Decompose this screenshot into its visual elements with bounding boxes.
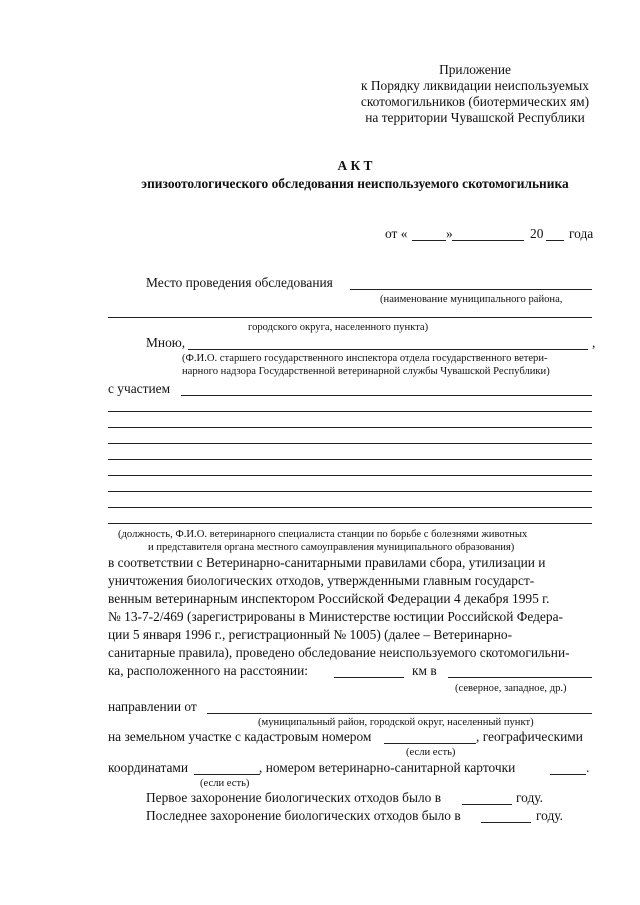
cadastre-field[interactable] — [384, 743, 476, 744]
participants-field-4[interactable] — [108, 443, 592, 444]
last-burial-text: Последнее захоронение биологических отходов было в — [146, 808, 461, 823]
participants-field-9[interactable] — [108, 523, 592, 524]
date-year-blank[interactable] — [546, 240, 564, 241]
first-burial-tail: году. — [516, 790, 543, 805]
direction-label: направлении от — [108, 699, 197, 714]
location-text: ка, расположенного на расстоянии: — [108, 663, 308, 678]
cadastre-label: на земельном участке с кадастровым номером — [108, 729, 372, 744]
document-title: А К Т — [337, 158, 373, 173]
participants-field-1[interactable] — [181, 395, 592, 396]
distance-field[interactable] — [334, 677, 404, 678]
direction-side-field[interactable] — [448, 677, 592, 678]
inspector-hint-1: (Ф.И.О. старшего государственного инспектора отдела государственного ветери- — [182, 353, 548, 364]
inspector-label: Мною, — [146, 335, 186, 350]
participants-field-7[interactable] — [108, 491, 592, 492]
participants-hint-2: и представителя органа местного самоуправления муниципального образования) — [148, 542, 515, 553]
participants-field-8[interactable] — [108, 507, 592, 508]
document-subtitle: эпизоотологического обследования неиспользуемого скотомогильника — [141, 176, 569, 191]
date-day-blank[interactable] — [412, 240, 446, 241]
place-field[interactable] — [350, 289, 592, 290]
inspector-field[interactable] — [188, 349, 588, 350]
date-prefix: от « — [385, 226, 408, 241]
direction-field[interactable] — [207, 713, 592, 714]
location-hint: (северное, западное, др.) — [455, 683, 567, 694]
appendix-line-3: скотомогильников (биотермических ям) — [360, 94, 590, 109]
participants-field-2[interactable] — [108, 411, 592, 412]
participants-field-5[interactable] — [108, 459, 592, 460]
coords-middle: , номером ветеринарно-санитарной карточки — [259, 760, 516, 775]
participants-field-3[interactable] — [108, 427, 592, 428]
inspector-comma: , — [592, 335, 596, 350]
participants-label: с участием — [108, 381, 171, 396]
body-line-3: венным ветеринарным инспектором Российской Федерации 4 декабря 1995 г. — [108, 591, 550, 606]
appendix-line-2: к Порядку ликвидации неиспользуемых — [360, 78, 590, 93]
location-km: км в — [412, 663, 437, 678]
place-field-2[interactable] — [108, 317, 592, 318]
coords-label: координатами — [108, 760, 189, 775]
appendix-line-1: Приложение — [439, 62, 511, 77]
coords-hint: (если есть) — [200, 778, 250, 789]
cadastre-tail: , географическими — [476, 729, 583, 744]
body-line-2: уничтожения биологических отходов, утвержденными главным государст- — [108, 573, 535, 588]
coords-field[interactable] — [194, 774, 260, 775]
first-burial-text: Первое захоронение биологических отходов было в — [146, 790, 442, 805]
place-label: Место проведения обследования — [146, 275, 333, 290]
participants-hint-1: (должность, Ф.И.О. ветеринарного специалиста станции по борьбе с болезнями животных — [118, 529, 528, 540]
place-hint-2: городского округа, населенного пункта) — [248, 322, 429, 333]
last-burial-year-field[interactable] — [481, 822, 531, 823]
first-burial-year-field[interactable] — [462, 804, 512, 805]
body-line-1: в соответствии с Ветеринарно-санитарными правилами сбора, утилизации и — [108, 555, 546, 570]
body-line-5: ции 5 января 1996 г., регистрационный № 1005) (далее – Ветеринарно- — [108, 627, 513, 642]
body-line-4: № 13-7-2/469 (зарегистрированы в Министерстве юстиции Российской Федера- — [108, 609, 563, 624]
direction-hint: (муниципальный район, городской округ, населенный пункт) — [258, 717, 534, 728]
body-line-6: санитарные правила), проведено обследование неиспользуемого скотомогильни- — [108, 645, 570, 660]
inspector-hint-2: нарного надзора Государственной ветеринарной службы Чувашской Республики) — [182, 366, 550, 377]
date-suffix: года — [569, 226, 594, 241]
appendix-line-4: на территории Чувашской Республики — [365, 110, 585, 125]
place-hint-1: (наименование муниципального района, — [380, 294, 563, 305]
coords-end: . — [586, 760, 590, 775]
cadastre-hint: (если есть) — [406, 747, 456, 758]
last-burial-tail: году. — [536, 808, 563, 823]
date-year: 20 — [530, 226, 544, 241]
participants-field-6[interactable] — [108, 475, 592, 476]
date-mid: » — [446, 226, 453, 241]
date-month-blank[interactable] — [452, 240, 524, 241]
vet-card-field[interactable] — [550, 774, 586, 775]
